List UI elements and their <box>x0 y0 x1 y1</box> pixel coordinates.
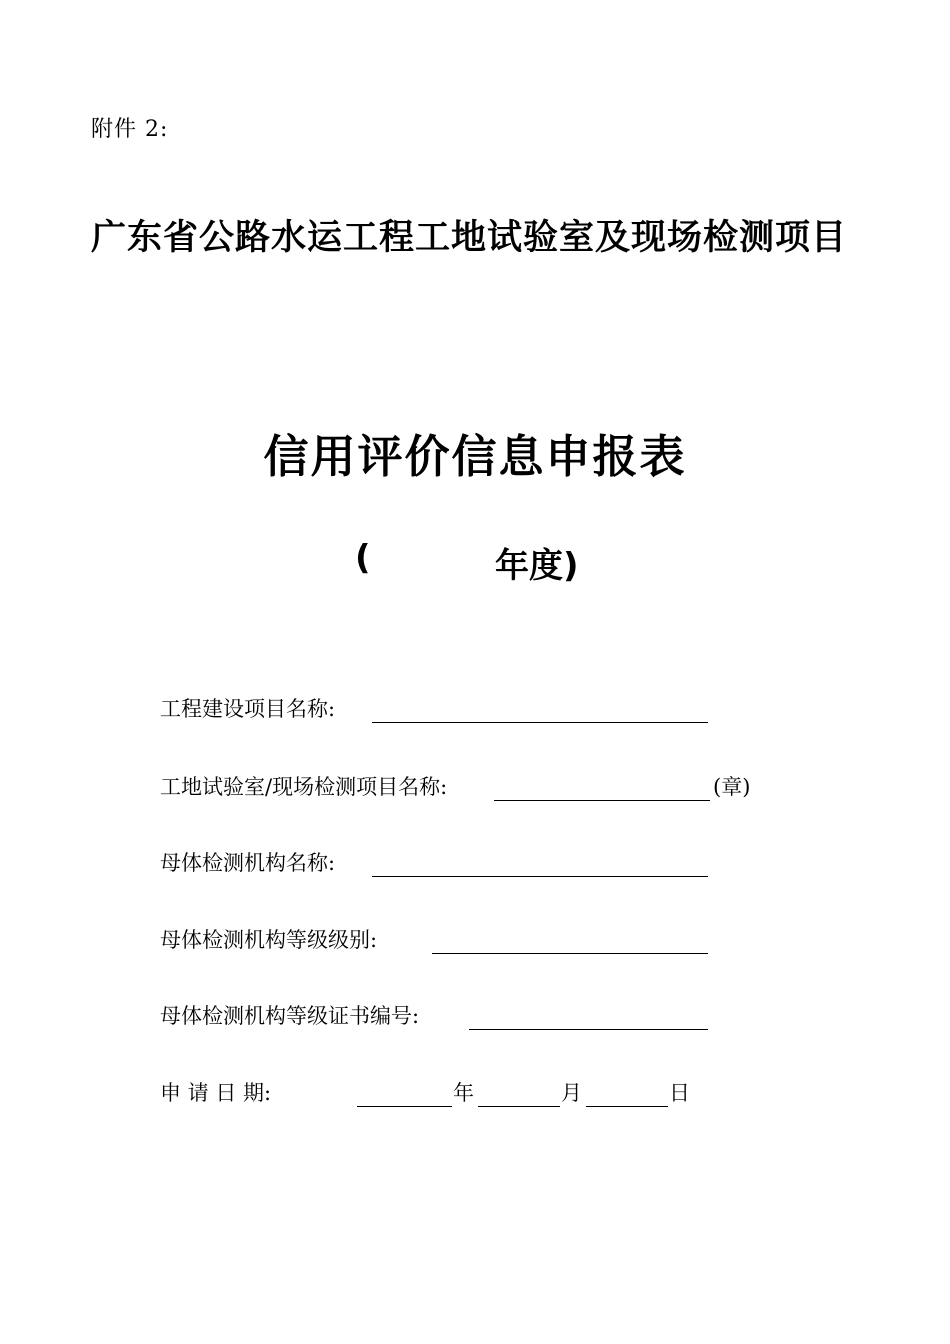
parent-agency-grade-label: 母体检测机构等级级别: <box>160 928 378 952</box>
date-day-blank[interactable] <box>586 1106 668 1107</box>
lab-name-field <box>160 772 800 802</box>
parent-agency-cert-field <box>160 1001 720 1031</box>
parent-agency-grade-field <box>160 925 720 955</box>
lab-name-blank[interactable] <box>494 800 710 801</box>
parent-agency-name-blank[interactable] <box>372 876 708 877</box>
application-date-field <box>160 1078 760 1108</box>
date-year-blank[interactable] <box>357 1106 452 1107</box>
attachment-label: 附件 2: <box>91 117 169 142</box>
year-label: 年度) <box>495 546 579 586</box>
document-main-title: 广东省公路水运工程工地试验室及现场检测项目 <box>91 218 848 258</box>
parent-agency-name-label: 母体检测机构名称: <box>160 851 336 875</box>
application-date-label: 申 请 日 期: <box>160 1081 272 1105</box>
parent-agency-grade-blank[interactable] <box>432 953 708 954</box>
seal-mark: (章) <box>713 775 751 799</box>
date-day-unit: 日 <box>669 1081 690 1105</box>
parent-agency-name-field <box>160 848 720 878</box>
date-month-blank[interactable] <box>478 1106 560 1107</box>
date-year-unit: 年 <box>453 1081 474 1105</box>
parent-agency-cert-blank[interactable] <box>469 1029 708 1030</box>
year-open-paren: ( <box>355 538 371 578</box>
project-name-blank[interactable] <box>372 722 708 723</box>
date-month-unit: 月 <box>561 1081 582 1105</box>
project-name-label: 工程建设项目名称: <box>160 697 336 721</box>
lab-name-label: 工地试验室/现场检测项目名称: <box>160 775 448 799</box>
document-sub-title: 信用评价信息申报表 <box>263 430 687 483</box>
project-name-field <box>160 694 720 724</box>
parent-agency-cert-label: 母体检测机构等级证书编号: <box>160 1004 420 1028</box>
